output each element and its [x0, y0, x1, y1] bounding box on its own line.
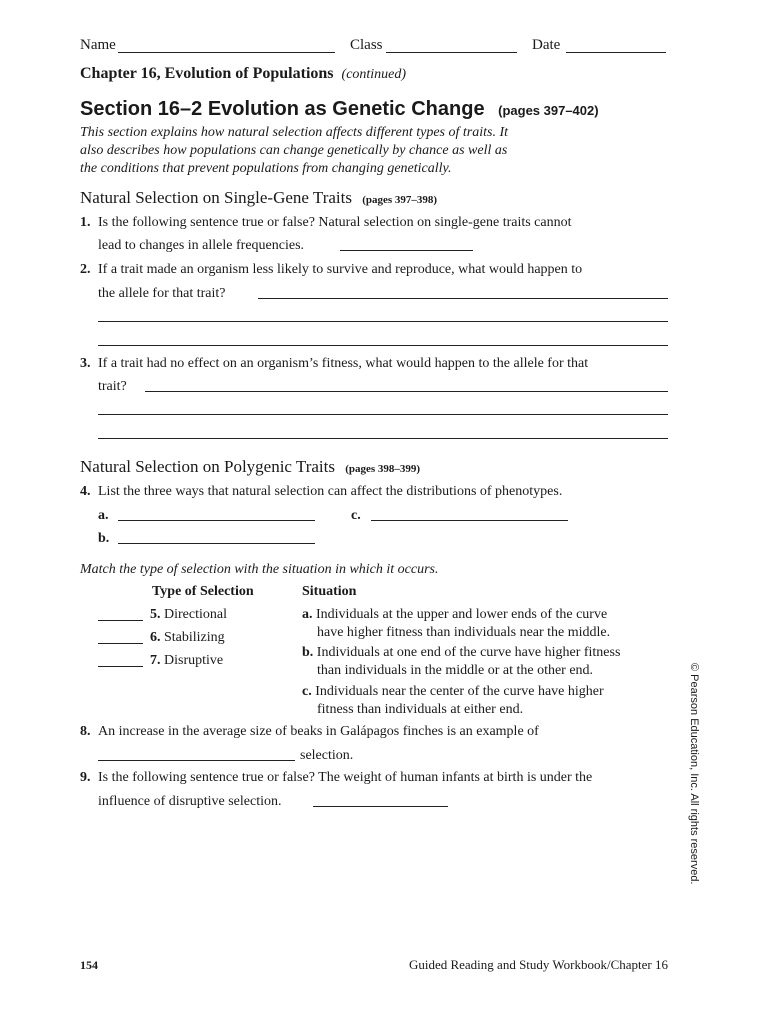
q2-answer-line-1[interactable] [258, 298, 668, 299]
q9-answer-line[interactable] [313, 806, 448, 807]
match-type-5: 5. Directional [150, 607, 227, 622]
section-intro: This section explains how natural selection affects different types of traits. It also describes how populations can change genetically by chance as well as the conditions that prevent populations from changing genetically. [80, 125, 508, 176]
subheading-single-gene: Natural Selection on Single-Gene Traits (pages 397–398) [80, 188, 438, 207]
match-7-answer-line[interactable] [98, 666, 143, 667]
q2-text-2: the allele for that trait? [98, 286, 226, 301]
q3-answer-line-1[interactable] [145, 391, 668, 392]
date-label: Date [532, 37, 561, 53]
q1-number: 1. [80, 215, 91, 230]
q8-text-2: selection. [300, 748, 354, 763]
match-col1-header: Type of Selection [152, 584, 254, 599]
q3-number: 3. [80, 356, 91, 371]
q3-text-1: If a trait had no effect on an organism’s fitness, what would happen to the allele for that [98, 356, 589, 371]
q4-number: 4. [80, 484, 91, 499]
match-situation-a: a. Individuals at the upper and lower ends of the curve have higher fitness than individuals near the middle. [302, 607, 611, 640]
page-number: 154 [80, 958, 98, 972]
class-label: Class [350, 37, 383, 53]
q4-b-answer-line[interactable] [118, 543, 315, 544]
match-type-6: 6. Stabilizing [150, 630, 225, 645]
q2-answer-line-3[interactable] [98, 345, 668, 346]
q1-text-2: lead to changes in allele frequencies. [98, 238, 305, 253]
q9-text-2: influence of disruptive selection. [98, 794, 282, 809]
match-instruction: Match the type of selection with the situation in which it occurs. [80, 562, 439, 577]
subheading-polygenic: Natural Selection on Polygenic Traits (pages 398–399) [80, 457, 421, 476]
q4-b-label: b. [98, 531, 110, 546]
q1-text-1: Is the following sentence true or false? Natural selection on single-gene traits cannot [98, 215, 572, 230]
match-col2-header: Situation [302, 584, 357, 599]
q1-answer-line[interactable] [340, 250, 473, 251]
section-pages: (pages 397–402) [498, 103, 599, 118]
q3-answer-line-2[interactable] [98, 414, 668, 415]
q9-text-1: Is the following sentence true or false? The weight of human infants at birth is under the [98, 770, 593, 785]
q4-c-answer-line[interactable] [371, 520, 568, 521]
section-title: Section 16–2 Evolution as Genetic Change (pages 397–402) [80, 98, 599, 120]
chapter-continued: (continued) [341, 67, 407, 82]
match-situation-c: c. Individuals near the center of the curve have higher fitness than individuals at either end. [302, 684, 604, 717]
q2-text-1: If a trait made an organism less likely to survive and reproduce, what would happen to [98, 262, 583, 277]
q4-text: List the three ways that natural selection can affect the distributions of phenotypes. [98, 484, 563, 499]
match-situation-b: b. Individuals at one end of the curve have higher fitness than individuals in the middle or at the other end. [302, 645, 621, 678]
date-field[interactable] [566, 52, 666, 53]
match-type-7: 7. Disruptive [150, 653, 224, 668]
match-5-answer-line[interactable] [98, 620, 143, 621]
footer-book: Guided Reading and Study Workbook/Chapter 16 [408, 957, 668, 972]
copyright-notice: © Pearson Education, Inc. All rights reserved. [688, 663, 700, 885]
name-field[interactable] [118, 52, 335, 53]
q3-text-2: trait? [98, 379, 127, 394]
name-label: Name [80, 37, 116, 53]
q4-a-answer-line[interactable] [118, 520, 315, 521]
q2-number: 2. [80, 262, 91, 277]
class-field[interactable] [386, 52, 517, 53]
q8-answer-line[interactable] [98, 760, 295, 761]
q8-number: 8. [80, 724, 91, 739]
q9-number: 9. [80, 770, 91, 785]
q4-c-label: c. [351, 508, 361, 523]
q3-answer-line-3[interactable] [98, 438, 668, 439]
match-6-answer-line[interactable] [98, 643, 143, 644]
chapter-title: Chapter 16, Evolution of Populations (continued) [80, 65, 407, 82]
q2-answer-line-2[interactable] [98, 321, 668, 322]
q4-a-label: a. [98, 508, 109, 523]
q8-text-1: An increase in the average size of beaks in Galápagos finches is an example of [98, 724, 539, 739]
